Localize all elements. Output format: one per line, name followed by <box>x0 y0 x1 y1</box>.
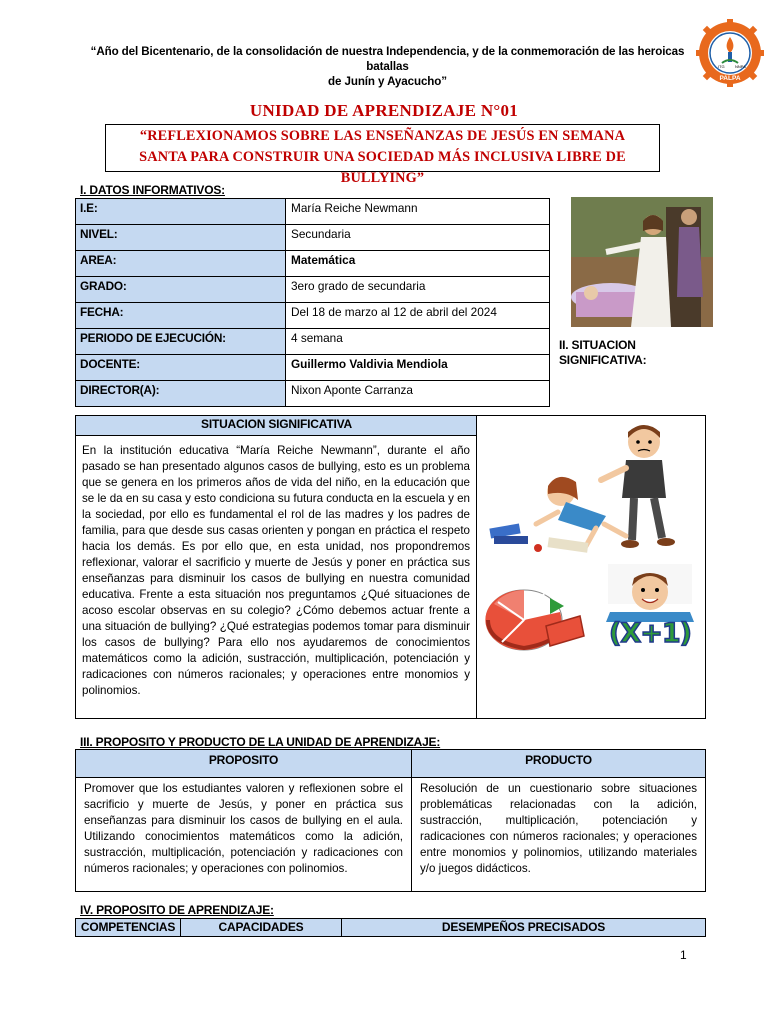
info-value: Nixon Aponte Carranza <box>286 381 550 407</box>
section2-title <box>559 338 646 368</box>
info-label: GRADO: <box>76 277 286 303</box>
info-value: María Reiche Newmann <box>286 199 550 225</box>
table-row <box>76 381 550 407</box>
table-row <box>76 277 550 303</box>
table-row <box>76 225 550 251</box>
table-row <box>76 778 706 892</box>
ugel-logo <box>696 19 764 87</box>
capacidades-header: CAPACIDADES <box>181 919 342 937</box>
desempenos-header: DESEMPEÑOS PRECISADOS <box>342 919 706 937</box>
logo-small-right: NNPA <box>735 64 746 69</box>
table-row <box>76 303 550 329</box>
info-value: Guillermo Valdivia Mendiola <box>286 355 550 381</box>
proposito-header: PROPOSITO <box>76 750 412 778</box>
unit-subtitle-line2: SANTA PARA CONSTRUIR UNA SOCIEDAD MÁS INCLUSIVA LIBRE DE <box>139 149 626 165</box>
table-row <box>76 251 550 277</box>
info-value: Del 18 de marzo al 12 de abril del 2024 <box>286 303 550 329</box>
info-label: I.E: <box>76 199 286 225</box>
header-quote <box>80 44 695 89</box>
competencias-table <box>75 918 706 937</box>
fraction-pie-image <box>484 568 588 656</box>
info-label: AREA: <box>76 251 286 277</box>
info-label: PERIODO DE EJECUCIÓN: <box>76 329 286 355</box>
info-value: Matemática <box>286 251 550 277</box>
algebra-label: (X+1) <box>609 618 691 649</box>
producto-text: Resolución de un cuestionario sobre situaciones problemáticas relacionadas con la adición, sustracción, multiplicación, potenciación y radicaciones con números racionales; y operaciones entre monomios y polinomios, utilizando materiales y/o juegos didácticos. <box>412 778 706 892</box>
table-row <box>76 355 550 381</box>
info-label: DOCENTE: <box>76 355 286 381</box>
jesus-healing-image <box>571 197 713 327</box>
proposito-table <box>75 749 706 892</box>
info-value: 4 semana <box>286 329 550 355</box>
situation-text: En la institución educativa “María Reiche Newmann”, durante el año pasado se han presentado algunos casos de bullying, esto es un problema que se genera en los primeros años de vida del niño, en la educación que se le da en su casa y esto condiciona su futura conducta en la escuela y en la sociedad, por ello es fundamental el rol de las madres y los padres de familia, para que desde sus casas orienten y pongan en práctica el respeto hacia los demás. Es por ello que, en esta unidad, nos propondremos reflexionar, valorar el sacrificio y muerte de Jesús y poner en práctica sus enseñanzas para disminuir los casos de bullying en nuestra comunidad educativa. Frente a esta situación nos preguntamos ¿Qué situaciones de acoso escolar observas en su colegio? ¿Cómo debemos actuar frente a una situación de bullying? ¿Qué estrategias podemos tomar para disminuir los casos de bullying? Para ello nos ayudaremos de conocimientos matemáticos como la adición, sustracción, multiplicación, potenciación y radicaciones con números racionales; y operaciones entre monomios y polinomios. <box>82 444 470 697</box>
algebra-kid-image <box>600 564 700 664</box>
bullying-kids-image <box>486 420 692 555</box>
info-table <box>75 198 550 407</box>
section2-title-line1: II. SITUACION <box>559 338 636 352</box>
info-value: Secundaria <box>286 225 550 251</box>
producto-header: PRODUCTO <box>412 750 706 778</box>
logo-small-left: ITG <box>718 64 725 69</box>
section3-title: III. PROPOSITO Y PRODUCTO DE LA UNIDAD DE APRENDIZAJE: <box>80 735 441 749</box>
section1-title: I. DATOS INFORMATIVOS: <box>80 183 225 197</box>
unit-title: UNIDAD DE APRENDIZAJE N°01 <box>249 101 519 120</box>
logo-text-bottom: PALPA <box>719 75 741 82</box>
situation-header: SITUACION SIGNIFICATIVA <box>76 416 477 436</box>
algebra-kid-drawing <box>600 564 700 664</box>
section2-title-line2: SIGNIFICATIVA: <box>559 353 647 367</box>
table-header-row <box>76 750 706 778</box>
unit-subtitle-line1: “REFLEXIONAMOS SOBRE LAS ENSEÑANZAS DE JESÚS EN SEMANA <box>139 128 626 144</box>
info-label: NIVEL: <box>76 225 286 251</box>
situation-divider <box>476 415 477 719</box>
proposito-text: Promover que los estudiantes valoren y reflexionen sobre el sacrificio y muerte de Jesús, y poner en práctica sus enseñanzas para disminuir los casos de bullying en el aula. Utilizando conocimientos matemáticos como la adición, sustracción, multiplicación, potenciación y radicaciones con números racionales; y operaciones con polinomios. <box>76 778 412 892</box>
unit-subtitle-box <box>105 124 660 186</box>
info-label: FECHA: <box>76 303 286 329</box>
header-quote-line2: de Junín y Ayacucho” <box>328 75 447 88</box>
info-value: 3ero grado de secundaria <box>286 277 550 303</box>
table-row <box>76 199 550 225</box>
info-label: DIRECTOR(A): <box>76 381 286 407</box>
table-header-row <box>76 919 706 937</box>
page-number: 1 <box>680 948 687 962</box>
header-quote-line1: “Año del Bicentenario, de la consolidación de nuestra Independencia, y de la conmemoración de las heroicas batallas <box>90 45 685 73</box>
table-row <box>76 329 550 355</box>
competencias-header: COMPETENCIAS <box>76 919 181 937</box>
unit-subtitle-line3: BULLYING” <box>340 170 425 186</box>
section4-title: IV. PROPOSITO DE APRENDIZAJE: <box>80 903 274 917</box>
